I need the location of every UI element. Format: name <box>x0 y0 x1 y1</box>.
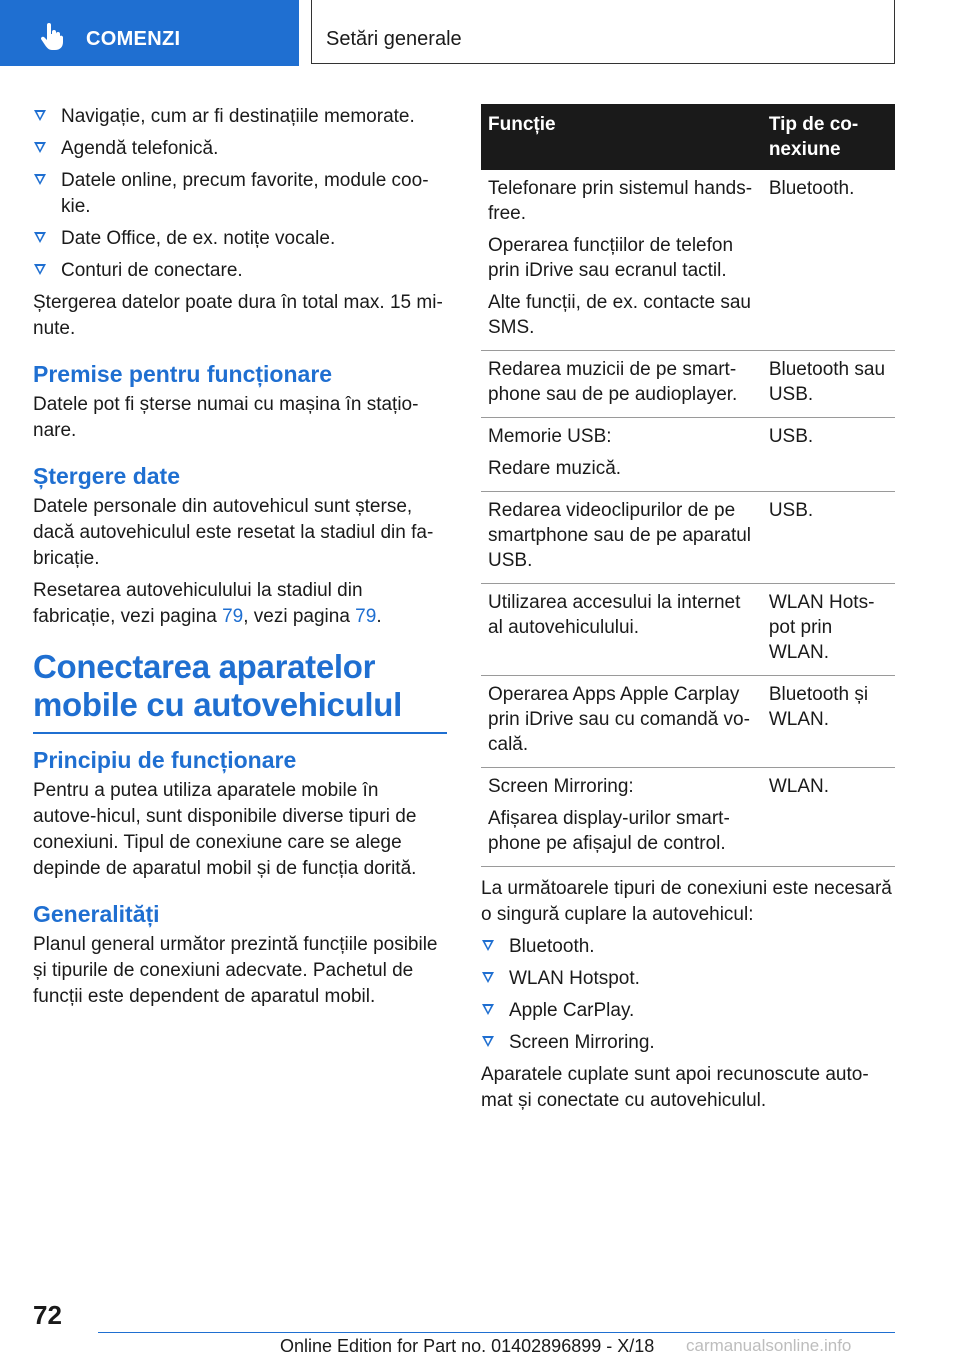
list-item: Date Office, de ex. notițe vocale. <box>33 226 447 252</box>
list-item: Agendă telefonică. <box>33 136 447 162</box>
paragraph-principle: Pentru a putea utiliza aparatele mobile în autove-hicul, sunt disponibile diverse tipuri de conexiuni. Tipul de conexiune care se alege depinde de aparatul mobil și de funcția dorită. <box>33 780 417 879</box>
cell-connection: Bluetooth sau USB. <box>762 351 895 418</box>
table-row <box>481 768 895 867</box>
page-number: 72 <box>33 1300 62 1330</box>
triangle-bullet-icon <box>34 174 46 185</box>
cell-function: Redarea muzicii de pe smart-phone sau de pe audioplayer. <box>481 351 762 418</box>
triangle-bullet-icon <box>482 972 494 983</box>
hand-pointer-icon <box>38 22 66 50</box>
paragraph-auto-connect: Aparatele cuplate sunt apoi recunoscute auto-mat și conectate cu autovehiculul. <box>481 1064 869 1111</box>
table-row <box>481 676 895 768</box>
right-column-text <box>481 876 895 1120</box>
chapter-title: Setări generale <box>326 28 462 50</box>
cell-function: Redarea videoclipurilor de pe smartphone sau de pe aparatul USB. <box>481 492 762 584</box>
heading-principle: Principiu de funcționare <box>33 747 297 773</box>
footer-edition: Online Edition for Part no. 01402896899 - X/18 <box>280 1336 655 1356</box>
cell-connection: Bluetooth. <box>762 170 895 351</box>
paragraph-prerequisites: Datele pot fi șterse numai cu mașina în stațio-nare. <box>33 394 419 441</box>
footer-watermark: carmanualsonline.info <box>686 1336 852 1355</box>
cell-connection: USB. <box>762 492 895 584</box>
heading-prerequisites: Premise pentru funcționare <box>33 361 333 387</box>
triangle-bullet-icon <box>34 232 46 243</box>
table-row <box>481 584 895 676</box>
heading-delete-data: Ștergere date <box>33 463 181 489</box>
heading-divider <box>33 732 447 734</box>
triangle-bullet-icon <box>34 264 46 275</box>
list-item: Conturi de conectare. <box>33 258 447 284</box>
triangle-bullet-icon <box>482 940 494 951</box>
table-row <box>481 418 895 492</box>
cell-function: Operarea Apps Apple Carplay prin iDrive sau cu comandă vo-cală. <box>481 676 762 768</box>
section-tab[interactable] <box>0 0 299 66</box>
connection-types-table <box>481 104 895 867</box>
paragraph-overview: Planul general următor prezintă funcțiile posibile și tipurile de conexiuni adecvate. Pachetul de funcții este dependent de aparatul mobil. <box>33 934 438 1007</box>
list-item: Apple CarPlay. <box>481 998 895 1024</box>
paragraph-delete-data: Datele personale din autovehicul sunt șterse, dacă autovehiculul este resetat la stadiul din fa-bricație. <box>33 496 434 569</box>
list-item: WLAN Hotspot. <box>481 966 895 992</box>
table-row <box>481 351 895 418</box>
cell-function: Utilizarea accesului la internet al autovehiculului. <box>481 584 762 676</box>
list-item: Bluetooth. <box>481 934 895 960</box>
paragraph-reset: Resetarea autovehiculului la stadiul din fabricație, vezi pagina 79, vezi pagina 79. <box>33 580 382 627</box>
pairing-list <box>481 934 895 1056</box>
left-column <box>33 104 447 1016</box>
page-link-79[interactable]: 79 <box>222 606 244 627</box>
section-tab-label: COMENZI <box>86 28 181 50</box>
chapter-header <box>311 0 895 64</box>
paragraph-delete-duration: Ștergerea datelor poate dura în total max. 15 mi-nute. <box>33 292 443 339</box>
table-row <box>481 492 895 584</box>
heading-overview: Generalități <box>33 901 160 927</box>
table-header-row <box>481 104 895 170</box>
triangle-bullet-icon <box>34 110 46 121</box>
triangle-bullet-icon <box>34 142 46 153</box>
triangle-bullet-icon <box>482 1004 494 1015</box>
cell-connection: USB. <box>762 418 895 492</box>
deleted-data-list <box>33 104 447 284</box>
table-row <box>481 170 895 351</box>
footer-divider <box>98 1332 895 1333</box>
paragraph-pairing: La următoarele tipuri de conexiuni este necesară o singură cuplare la autovehicul: <box>481 878 892 925</box>
column-header-function: Funcție <box>481 104 762 170</box>
list-item: Navigație, cum ar fi destinațiile memorate. <box>33 104 447 130</box>
page-link-79-second[interactable]: 79 <box>355 606 377 627</box>
column-header-connection: Tip de co-nexiune <box>762 104 895 170</box>
cell-connection: WLAN Hots-pot prin WLAN. <box>762 584 895 676</box>
cell-function: Memorie USB: Redare muzică. <box>481 418 762 492</box>
cell-connection: WLAN. <box>762 768 895 867</box>
list-item: Screen Mirroring. <box>481 1030 895 1056</box>
cell-function: Screen Mirroring: Afișarea display-urilor smart-phone pe afișajul de control. <box>481 768 762 867</box>
heading-connect-devices: Conectarea aparatelor mobile cu autovehiculul <box>33 648 402 723</box>
triangle-bullet-icon <box>482 1036 494 1047</box>
list-item: Datele online, precum favorite, module coo-kie. <box>33 168 447 220</box>
cell-function: Telefonare prin sistemul hands-free. Operarea funcțiilor de telefon prin iDrive sau ecranul tactil. Alte funcții, de ex. contacte sau SMS. <box>481 170 762 351</box>
cell-connection: Bluetooth și WLAN. <box>762 676 895 768</box>
